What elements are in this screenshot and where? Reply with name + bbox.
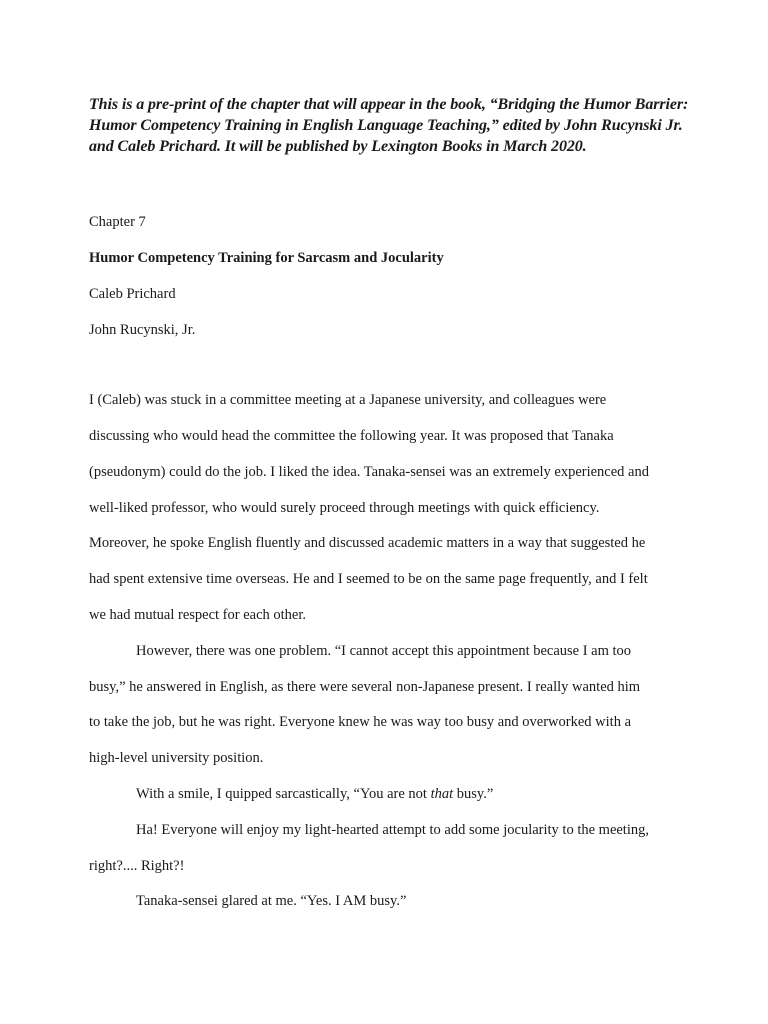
body-line: right?.... Right?! [89, 858, 185, 874]
body-line: busy,” he answered in English, as there were several non-Japanese present. I really wanted him [89, 679, 641, 695]
body-line: well-liked professor, who would surely proceed through meetings with quick efficiency. [89, 500, 600, 516]
body-line: high-level university position. [89, 750, 264, 766]
quip-text: With a smile, I quipped sarcastically, “You are not [136, 786, 431, 802]
emphasized-word: that [430, 786, 454, 802]
body-line: However, there was one problem. “I cannot accept this appointment because I am too [136, 643, 632, 659]
body-line: I (Caleb) was stuck in a committee meeting at a Japanese university, and colleagues were [89, 392, 607, 408]
author-name: Caleb Prichard [89, 286, 176, 302]
quip-line [136, 785, 493, 803]
preprint-notice: This is a pre-print of the chapter that will appear in the book, “Bridging the Humor Barrier: Humor Competency Training in English Language Teaching,” edited by John Rucynski Jr. and Caleb Prichard. It will be published by Lexington Books in March 2020. [89, 96, 689, 155]
chapter-title: Humor Competency Training for Sarcasm and Jocularity [89, 250, 444, 266]
body-line: (pseudonym) could do the job. I liked the idea. Tanaka-sensei was an extremely experienced and [89, 464, 649, 480]
chapter-label: Chapter 7 [89, 214, 146, 230]
body-line: discussing who would head the committee the following year. It was proposed that Tanaka [89, 428, 614, 444]
body-line: Moreover, he spoke English fluently and discussed academic matters in a way that suggested he [89, 535, 646, 551]
quip-text: busy.” [453, 786, 494, 802]
body-line: Ha! Everyone will enjoy my light-hearted attempt to add some jocularity to the meeting, [136, 822, 649, 838]
body-line: had spent extensive time overseas. He and I seemed to be on the same page frequently, and I felt [89, 571, 648, 587]
body-line: to take the job, but he was right. Everyone knew he was way too busy and overworked with a [89, 714, 632, 730]
author-name: John Rucynski, Jr. [89, 322, 196, 338]
body-line: Tanaka-sensei glared at me. “Yes. I AM busy.” [136, 893, 407, 909]
body-line: we had mutual respect for each other. [89, 607, 307, 623]
